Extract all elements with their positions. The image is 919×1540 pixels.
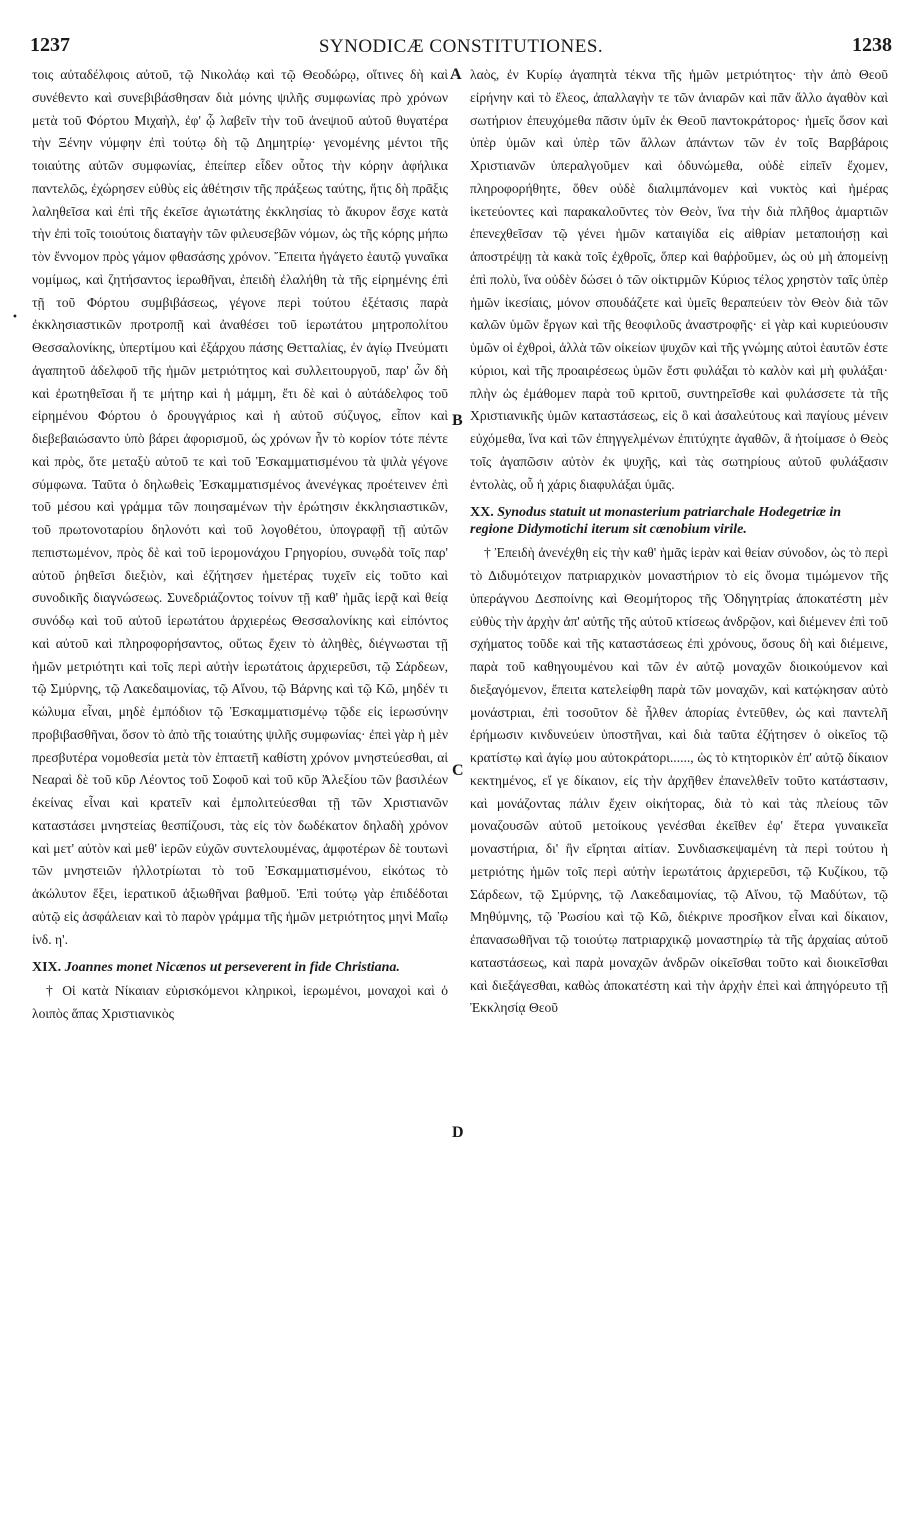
margin-mark: • [12, 312, 18, 323]
right-column [470, 64, 888, 1020]
section-xix-text: † Οἱ κατὰ Νίκαιαν εὑρισκόμενοι κληρικοὶ, ἱερωμένοι, μοναχοὶ καὶ ὁ λοιπὸς ἅπας Χριστιανικὸς [32, 983, 448, 1021]
left-body-text: τοις αὐταδέλφοις αὐτοῦ, τῷ Νικολάῳ καὶ τῷ Θεοδώρῳ, οἵτινες δὴ καὶ συνέθεντο καὶ συνεβιβάσθησαν διὰ μόνης ψιλῆς συμφωνίας πρὸ χρόνων μετὰ τοῦ Φόρτου Μιχαὴλ, ἐφ' ᾧ λαβεῖν τὴν τοῦ ἀνεψιοῦ αὐτοῦ θυγατέρα τὴν Ξένην νύμφην ἐπὶ τούτῳ δὴ τῷ Δημητρίῳ· γενομένης μέντοι τῆς τοιαύτης αὐτῶν συμφωνίας, ἐπείπερ εἶδεν οὗτος τὴν κόρην ἀφήλικα παντελῶς, ἐχώρησεν εὐθὺς εἰς ἀθέτησιν τῆς πράξεως ταύτης, ἥτις δὴ πρᾶξις λαληθεῖσα καὶ ἐπὶ τῆς ἐκεῖσε ἁγιωτάτης ἐκκλησίας τὸ ἄκυρον ἔσχε κατὰ τὴν ἐπὶ τοῖς τοιούτοις διαταγὴν τῶν φιλευσεβῶν νόμων, ὡς τῆς κόρης μήπω τὸν ἔννομον πρὸς γάμον φθασάσης χρόνον. Ἔπειτα ἠγάγετο ἑαυτῷ γυναῖκα νομίμως, καὶ ζητήσαντος ἱερωθῆναι, ἐπειδὴ ἐλαλήθη τὰ τῆς εἰρημένης ἐπὶ τῇ τοῦ Φόρτου συμβιβάσεως, γέγονε περὶ τούτου ἐξέτασις παρὰ ἐκκλησιαστικῶν προτροπῇ καὶ ἀναθέσει τοῦ ἱερωτάτου μητροπολίτου Θεσσαλονίκης, ὑπερτίμου καὶ ἐξάρχου πάσης Θετταλίας, ἐν ἁγίῳ Πνεύματι ἀγαπητοῦ ἀδελφοῦ τῆς ἡμῶν μετριότητος καὶ συλλειτουργοῦ, παρ' ὧν δὴ καὶ ἐρωτηθεῖσαι ἥ τε μήτηρ καὶ ἡ μάμμη, ἔτι δὲ καὶ ὁ αὐτάδελφος τοῦ εἰρημένου Φόρτου ὁ δρουγγάριος καὶ ἡ αὐτοῦ σύζυγος, εἶπον καὶ διεβεβαιώσαντο ὑπὸ βάρει ἀφορισμοῦ, ὡς χρόνων ἦν τὸ κορίον τότε πέντε καὶ πρὸς, ὅτε μεταξὺ αὐτοῦ τε καὶ τοῦ Ἐσκαμματισμένου τὰ ψιλὰ γέγονε σύμφωνα. Ταῦτα ὁ δηλωθεὶς Ἐσκαμματισμένος ἀνενέγκας προέτεινεν ἐπὶ τοῦ μέσου καὶ γράμμα τῶν ποιησαμένων τὴν ἐρώτησιν ἐκκλησιαστικῶν, τοῦ πρωτονοταρίου δηλονότι καὶ τοῦ λογοθέτου, ὑπογραφῇ τῇ αὐτῶν πεπιστωμένον, πρὸς δὲ καὶ τοῦ ἱερομονάχου Γρηγορίου, συνῳδὰ τοῖς παρ' αὐτοῦ ῥηθεῖσι διεξιὸν, καὶ ἐζήτησεν ἡμετέρας τυχεῖν εἰς τοῦτο καὶ συνοδικῆς διαγνώσεως. Συνεδριάζοντος τοίνυν τῇ καθ' ἡμᾶς ἱερᾷ καὶ θείᾳ συνόδῳ καὶ τοῦ αὐτοῦ ἱερωτάτου ἀρχιερέως Θεσσαλονίκης καὶ εἰπόντος καὶ αὐτοῦ καὶ πληροφορήσαντος, οὕτως ἔχειν τὸ ἀληθὲς, διέγνωσται τῇ ἡμῶν μετριότητι καὶ τοῖς περὶ αὐτὴν ἱερωτάτοις ἀρχιερεῦσι, τῷ Σάρδεων, τῷ Σμύρνης, τῷ Λακεδαιμονίας, τῷ Αἴνου, τῷ Βάρνης καὶ τῷ Κῶ, μηδέν τι κώλυμα εἶναι, μηδὲ ἐμπόδιον τῷ Ἐσκαμματισμένῳ τῷδε εἰς ἱερωσύνην προβιβασθῆναι, ὅσον τὸ ἀπὸ τῆς τοιαύτης ψιλῆς συμφωνίας· ἐπεὶ γὰρ ἡ μὲν πρεσβυτέρα νομοθεσία μετὰ τὸν ἑπταετῆ καθίστη χρόνον μνηστεύεσθαι, αἱ Νεαραὶ δὲ τοῦ κῦρ Λέοντος τοῦ Σοφοῦ καὶ τοῦ κῦρ Ἀλεξίου τῶν βασιλέων ἐκείνας εἶναι καὶ κρατεῖν καὶ ἐμπολιτεύεσθαι τῇ τῶν Χριστιανῶν καταστάσει μνηστείας θεσπίζουσι, τὰς εἰς τὸν δωδέκατον δηλαδὴ χρόνον καὶ μετ' αὐτὸν καὶ μεθ' ἱερῶν εὐχῶν συντελουμένας, ἀμφοτέρων δὲ τουτωνὶ τῶν μνηστειῶν ἠλλοτρίωται τὸ τοῦ Ἐσκαμματισμένου, εἰκότως τὸ ἀκώλυτον ἕξει, ἱερατικοῦ ἀξιωθῆναι βαθμοῦ. Ἐπὶ τούτῳ γὰρ ἐπιδέδοται αὐτῷ εἰς ἀσφάλειαν καὶ τὸ παρὸν γράμμα τῆς ἡμῶν μετριότητος μηνὶ Μαΐῳ ἰνδ. η'. [32, 67, 448, 947]
running-title: SYNODICÆ CONSTITUTIONES. [318, 36, 604, 57]
section-xx-text: † Ἐπειδὴ ἀνενέχθη εἰς τὴν καθ' ἡμᾶς ἱερὰν καὶ θείαν σύνοδον, ὡς τὸ περὶ τὸ Διδυμότειχον πατριαρχικὸν μοναστήριον τὸ εἰς ὄνομα τιμώμενον τῆς ὑπεράγνου Δεσποίνης καὶ Θεομήτορος τῆς Ὁδηγητρίας ἀποκατέστη μὲν εὐθὺς τὴν ἀρχὴν ἀπ' αὐτῆς τῆς αὐτοῦ κτίσεως ἀνδρῷον, καὶ διέμενεν ἐπὶ τοῦ σχήματος τοῦδε καὶ τῆς καταστάσεως ἐπὶ χρόνους, ὅσους δὴ καὶ διέμεινε, παρὰ τοῦ καθηγουμένου καὶ τῶν ἐν αὐτῷ μοναχῶν διοικούμενον καὶ διεξαγόμενον, ἔπειτα κατελείφθη παρὰ τῶν μοναχῶν, καὶ κατῴκησαν αὐτὸ μονάστριαι, ἐπὶ τοσοῦτον δὲ ἦλθεν ἀπορίας ἐντεῦθεν, ὡς καὶ παντελῆ ἐρήμωσιν κινδυνεύειν ὑποστῆναι, καὶ διὰ ταῦτα ἐζήτησεν ὁ οἰκεῖος τῷ κρατίστῳ καὶ ἁγίῳ μου αὐτοκράτορι......, ὡς τὸ κτητορικὸν ἐπ' αὐτῷ δίκαιον κεκτημένος, εἴ γε δίκαιον, εἰς τὴν ἀρχῆθεν ἐπανελθεῖν τοῦτο κατάστασιν, καὶ μονάζοντας πάλιν ἔχειν οἰκήτορας, διὰ τὸ καὶ τὰς πλείους τῶν μοναζουσῶν αὐτοῦ μετοίκους γενέσθαι ἐκεῖθεν ἐφ' ἕτερα γυναικεῖα μοναστήρια, δι' ἣν εἴρηται αἰτίαν. Συνδιασκεψαμένη τὰ περὶ τούτου ἡ μετριότης ἡμῶν τοῖς περὶ αὐτὴν ἱερωτάτοις ἀρχιερεῦσι, τῷ Κυζίκου, τῷ Σάρδεων, τῷ Σμύρνης, τῷ Λακεδαιμονίας, τῷ Αἴνου, τῷ Μαδύτων, τῷ Μηθύμνης, τῷ Ῥωσίου καὶ τῷ Κῶ, διέκρινε προσῆκον εἶναι καὶ δίκαιον, ἐπανασωθῆναι τῷ τοιούτῳ πατριαρχικῷ μοναστηρίῳ τὰ τῆς ἀρχαίας αὐτοῦ καταστάσεως, καὶ παρὰ μοναχῶν ἀνδρῶν οἰκεῖσθαι τοῦτο καὶ διοικεῖσθαι καὶ διεξάγεσθαι, καθὼς ἀποκατέστη καὶ τὴν ἀρχὴν ἐπεὶ καὶ ἀπηγόρευτο τῇ Ἐκκλησίᾳ Θεοῦ [470, 545, 888, 1016]
section-title: Joannes monet Nicænos ut perseverent in fide Christiana. [64, 960, 400, 976]
page-number-right: 1238 [852, 34, 892, 56]
left-column [32, 64, 448, 1026]
section-title: Synodus statuit ut monasterium patriarchale Hodegetriæ in regione Didymotichi iterum sit cœnobium virile. [470, 505, 842, 538]
margin-letter-d: D [452, 1124, 464, 1141]
margin-letter-a: A [450, 66, 462, 83]
margin-letter-b: B [452, 412, 463, 429]
section-number: XX. [470, 505, 494, 521]
page-number-left: 1237 [30, 34, 70, 56]
section-number: XIX. [32, 960, 62, 976]
section-heading-xix [32, 959, 448, 976]
page-header [30, 30, 892, 60]
margin-letter-c: C [452, 762, 464, 779]
right-body-text: λαὸς, ἐν Κυρίῳ ἀγαπητὰ τέκνα τῆς ἡμῶν μετριότητος· τὴν ἀπὸ Θεοῦ εἰρήνην καὶ τὸ ἔλεος, ἀπαλλαγὴν τε τῶν ἀνιαρῶν καὶ πᾶν ἄλλο ἀγαθὸν καὶ σωτήριον ἐπευχόμεθα πᾶσιν ὑμῖν ἐκ Θεοῦ παντοκράτορος· ἡμεῖς ὅσον καὶ ὑπὲρ ὑμῶν καὶ ὑπὲρ τῶν ἄλλων ἁπάντων τῶν ἐν τοῖς Βαρβάροις Χριστιανῶν ὑπεραλγοῦμεν καὶ ὀδυνώμεθα, οὐδὲ εἰπεῖν ἔχομεν, πληροφορήθητε, ὅθεν οὐδὲ διαλιμπάνομεν καὶ νυκτὸς καὶ ἡμέρας ἱκετεύοντες καὶ παρακαλοῦντες τὸν Θεὸν, ἵνα τὴν διὰ πλῆθος ἁμαρτιῶν ἐπενεχθεῖσαν τῷ γένει ἡμῶν καταιγίδα εἰς αἰθρίαν μεταποιήσῃ καὶ ἀποστρέψῃ τὰ κακὰ τοῖς ἐχθροῖς, ὅπερ καὶ θαῤῥοῦμεν, ὡς οὐ μὴ ἀπομείνῃ ἐπὶ πολὺ, ἵνα οὐδὲν δώσει ὁ τῶν οἰκτιρμῶν Κύριος τέλος χρηστὸν ταῖς ὑπὲρ ἡμῶν ἱκεσίαις, μόνον σπουδάζετε καὶ ὑμεῖς θεραπεύειν τὸν Θεὸν διὰ τῶν καλῶν ὑμῶν ἔργων καὶ τῆς θεοφιλοῦς ἀναστροφῆς· εἰ γὰρ καὶ κυριεύουσιν ὑμῶν οἱ ἐχθροὶ, ἀλλὰ τῶν οἰκείων ψυχῶν καὶ τῆς γνώμης αὐτοὶ ἑαυτῶν ἐστε κύριοι, καὶ τῆς προαιρέσεως ὑμῶν ἔστι φυλάξαι τὸ καλὸν καὶ μὴ φυλάξαι· πλὴν ὡς ἐμάθομεν παρὰ τοῦ κριτοῦ, συντηρεῖσθε καὶ φυλάσσετε τὰ τῆς Χριστιανικῆς ὑμῶν καταστάσεως, εἰς ὃ καὶ ἀσαλεύτους καὶ παγίους μένειν εὐχόμεθα, ἵνα καὶ τῶν ἐπηγγελμένων ἐπιτύχητε ἀγαθῶν, ἃ ἡτοίμασε ὁ Θεὸς τοῖς ἀγαπῶσιν αὐτὸν ἐκ ψυχῆς, καὶ τὰς σωτηρίους αὐτοῦ φυλάξασιν ἐντολὰς, οὗ ἡ χάρις διαφυλάξαι ὑμᾶς. [470, 67, 888, 492]
section-heading-xx [470, 504, 888, 538]
